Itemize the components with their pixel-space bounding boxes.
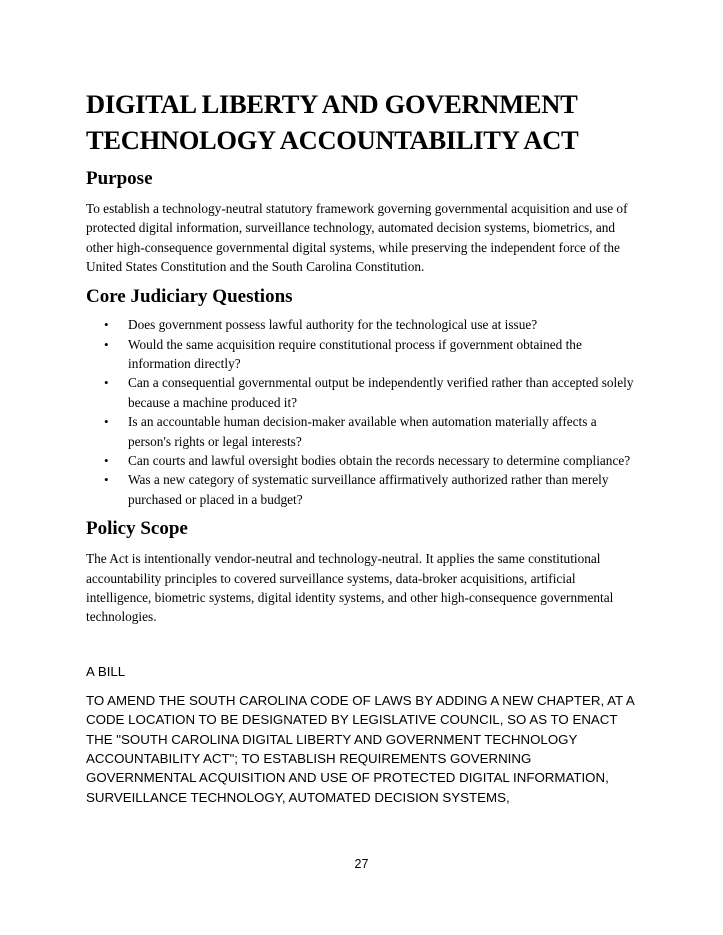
core-questions-list: [86, 315, 638, 509]
bill-text: TO AMEND THE SOUTH CAROLINA CODE OF LAWS BY ADDING A NEW CHAPTER, AT A CODE LOCATION TO BE DESIGNATED BY LEGISLATIVE COUNCIL, SO AS TO ENACT THE "SOUTH CAROLINA DIGITAL LIBERTY AND GOVERNMENT TECHNOLOGY ACCOUNTABILITY ACT"; TO ESTABLISH REQUIREMENTS GOVERNING GOVERNMENTAL ACQUISITION AND USE OF PROTECTED DIGITAL INFORMATION, SURVEILLANCE TECHNOLOGY, AUTOMATED DECISION SYSTEMS,: [86, 692, 635, 805]
question-text: Does government possess lawful authority for the technological use at issue?: [128, 317, 538, 333]
bullet-icon: •: [104, 453, 109, 469]
document-title: [86, 86, 638, 158]
list-item: [86, 335, 638, 374]
bullet-icon: •: [104, 336, 109, 352]
policy-scope-heading: Policy Scope: [86, 518, 188, 540]
title-line-1: DIGITAL LIBERTY AND GOVERNMENT: [86, 89, 578, 119]
document-page: [86, 86, 638, 807]
list-item: [86, 315, 638, 334]
list-item: [86, 373, 638, 412]
page-number: 27: [354, 857, 369, 871]
purpose-paragraph: To establish a technology-neutral statutory framework governing governmental acquisition and use of protected digital information, surveillance technology, automated decision systems, biometrics, and other high-consequence governmental digital systems, while preserving the independent force of the United States Constitution and the South Carolina Constitution.: [86, 201, 628, 274]
bullet-icon: •: [104, 375, 109, 391]
list-item: [86, 451, 638, 470]
list-item: [86, 470, 638, 509]
question-text: Would the same acquisition require constitutional process if government obtained the information directly?: [128, 336, 582, 371]
question-text: Is an accountable human decision-maker available when automation materially affects a person's rights or legal interests?: [128, 414, 597, 449]
bullet-icon: •: [104, 317, 109, 333]
bullet-icon: •: [104, 414, 109, 430]
bill-label: A BILL: [86, 664, 126, 680]
policy-scope-paragraph: The Act is intentionally vendor-neutral and technology-neutral. It applies the same constitutional accountability principles to covered surveillance systems, data-broker acquisitions, artificial intelligence, biometric systems, digital identity systems, and other high-consequence governmental technologies.: [86, 551, 614, 625]
bullet-icon: •: [104, 472, 109, 488]
core-questions-heading: Core Judiciary Questions: [86, 286, 293, 308]
question-text: Was a new category of systematic surveillance affirmatively authorized rather than merely purchased or placed in a budget?: [128, 472, 609, 507]
list-item: [86, 412, 638, 451]
purpose-heading: Purpose: [86, 168, 153, 189]
question-text: Can courts and lawful oversight bodies obtain the records necessary to determine compliance?: [128, 453, 631, 469]
question-text: Can a consequential governmental output be independently verified rather than accepted solely because a machine produced it?: [128, 375, 634, 410]
title-line-2: TECHNOLOGY ACCOUNTABILITY ACT: [86, 125, 579, 155]
